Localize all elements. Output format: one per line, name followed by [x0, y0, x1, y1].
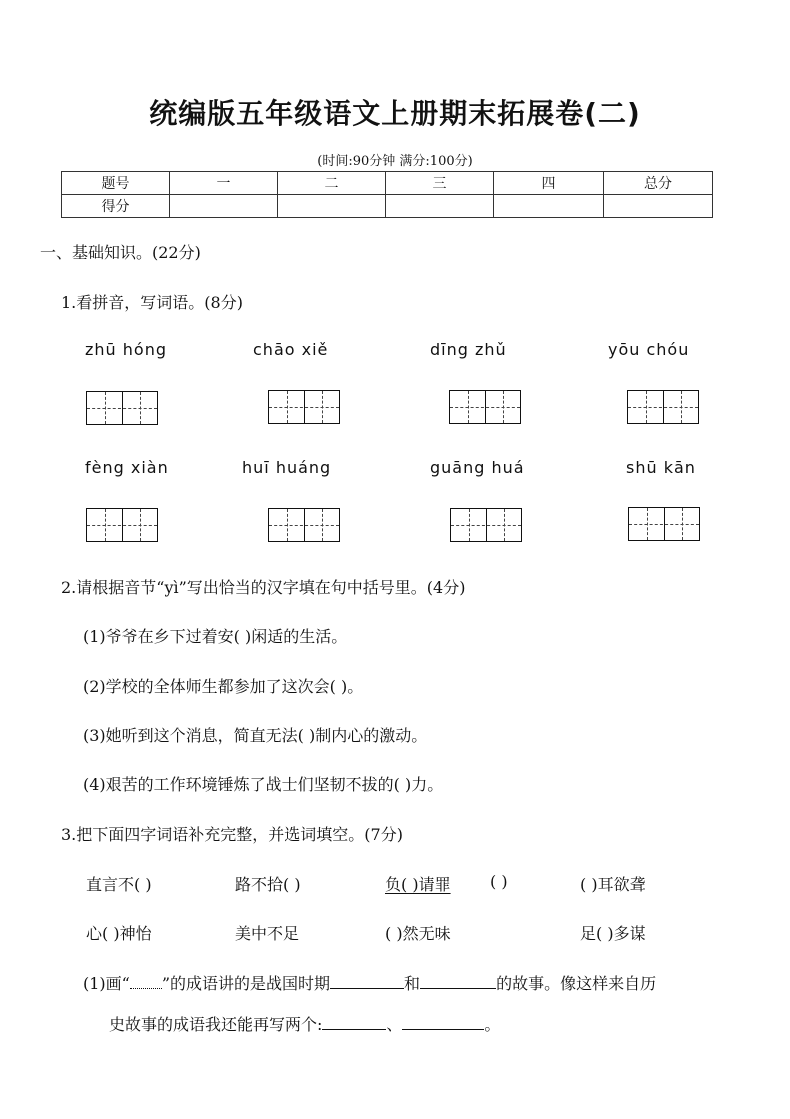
q3-sub1-text: (1)画“: [83, 974, 130, 993]
score-cell[interactable]: [494, 195, 604, 218]
q2-prompt: 2.请根据音节“yì”写出恰当的汉字填在句中括号里。(4分): [61, 578, 466, 597]
pinyin-label: zhū hóng: [85, 340, 167, 359]
q3-sub1-line1: [83, 971, 656, 994]
pinyin-label: guāng huá: [430, 458, 525, 477]
q2-sentence: (4)艰苦的工作环境锤炼了战士们坚韧不拔的( )力。: [83, 775, 444, 794]
score-table-header-cell: 题号: [62, 172, 170, 195]
character-writing-grid[interactable]: [449, 390, 521, 424]
q3-sub1-text: 的故事。像这样来自历: [496, 974, 657, 993]
page-title: 统编版五年级语文上册期末拓展卷(二): [149, 97, 641, 130]
idiom-item: 路不拾( ): [235, 875, 301, 894]
idiom-item-underlined: 负( )请罪: [385, 875, 451, 894]
character-writing-grid[interactable]: [86, 391, 158, 425]
q1-prompt: 1.看拼音，写词语。(8分): [61, 293, 243, 312]
idiom-item: ( )然无味: [385, 924, 451, 943]
character-writing-grid[interactable]: [627, 390, 699, 424]
q2-sentence: (2)学校的全体师生都参加了这次会( )。: [83, 677, 364, 696]
score-table-header-cell: 二: [278, 172, 386, 195]
section1-heading: 一、基础知识。(22分): [40, 243, 201, 262]
score-table-score-row: [62, 195, 713, 218]
q3-sub1-text: 、: [386, 1015, 403, 1034]
q3-prompt: 3.把下面四字词语补充完整，并选词填空。(7分): [61, 825, 403, 844]
score-table-header-cell: 一: [170, 172, 278, 195]
score-cell[interactable]: [386, 195, 494, 218]
character-writing-grid[interactable]: [268, 508, 340, 542]
q3-sub1-text: 史故事的成语我还能再写两个:: [109, 1015, 323, 1034]
pinyin-label: chāo xiě: [253, 340, 329, 359]
pinyin-label: dīng zhǔ: [430, 340, 507, 359]
answer-blank[interactable]: [330, 974, 404, 989]
pinyin-label: fèng xiàn: [85, 458, 169, 477]
score-cell[interactable]: [278, 195, 386, 218]
score-cell[interactable]: [170, 195, 278, 218]
answer-blank[interactable]: [420, 974, 496, 989]
score-table-header-cell: 四: [494, 172, 604, 195]
q3-sub1-text: 和: [404, 974, 421, 993]
character-writing-grid[interactable]: [450, 508, 522, 542]
idiom-blank: ( ): [490, 872, 508, 891]
character-writing-grid[interactable]: [268, 390, 340, 424]
wavy-underline-mark: [130, 978, 162, 989]
q3-sub1-line2: [109, 1012, 500, 1035]
answer-blank[interactable]: [322, 1015, 386, 1030]
score-table-header-cell: 总分: [604, 172, 713, 195]
exam-info: (时间:90分钟 满分:100分): [317, 154, 473, 169]
idiom-item: 足( )多谋: [580, 924, 646, 943]
character-writing-grid[interactable]: [86, 508, 158, 542]
idiom-item: 美中不足: [235, 924, 300, 943]
pinyin-label: huī huáng: [242, 458, 332, 477]
score-row-label: 得分: [62, 195, 170, 218]
q3-sub1-text: ”的成语讲的是战国时期: [161, 974, 331, 993]
character-writing-grid[interactable]: [628, 507, 700, 541]
idiom-item: 直言不( ): [86, 875, 152, 894]
score-table-header-cell: 三: [386, 172, 494, 195]
score-cell[interactable]: [604, 195, 713, 218]
score-table-header-row: [62, 172, 713, 195]
idiom-item: 心( )神怡: [86, 924, 152, 943]
q2-sentence: (3)她听到这个消息，简直无法( )制内心的激动。: [83, 726, 428, 745]
pinyin-label: shū kān: [626, 458, 696, 477]
score-table: [61, 171, 713, 218]
q2-sentence: (1)爷爷在乡下过着安( )闲适的生活。: [83, 627, 348, 646]
q3-sub1-text: 。: [484, 1015, 501, 1034]
answer-blank[interactable]: [402, 1015, 484, 1030]
pinyin-label: yōu chóu: [608, 340, 690, 359]
idiom-item: ( )耳欲聋: [580, 875, 646, 894]
